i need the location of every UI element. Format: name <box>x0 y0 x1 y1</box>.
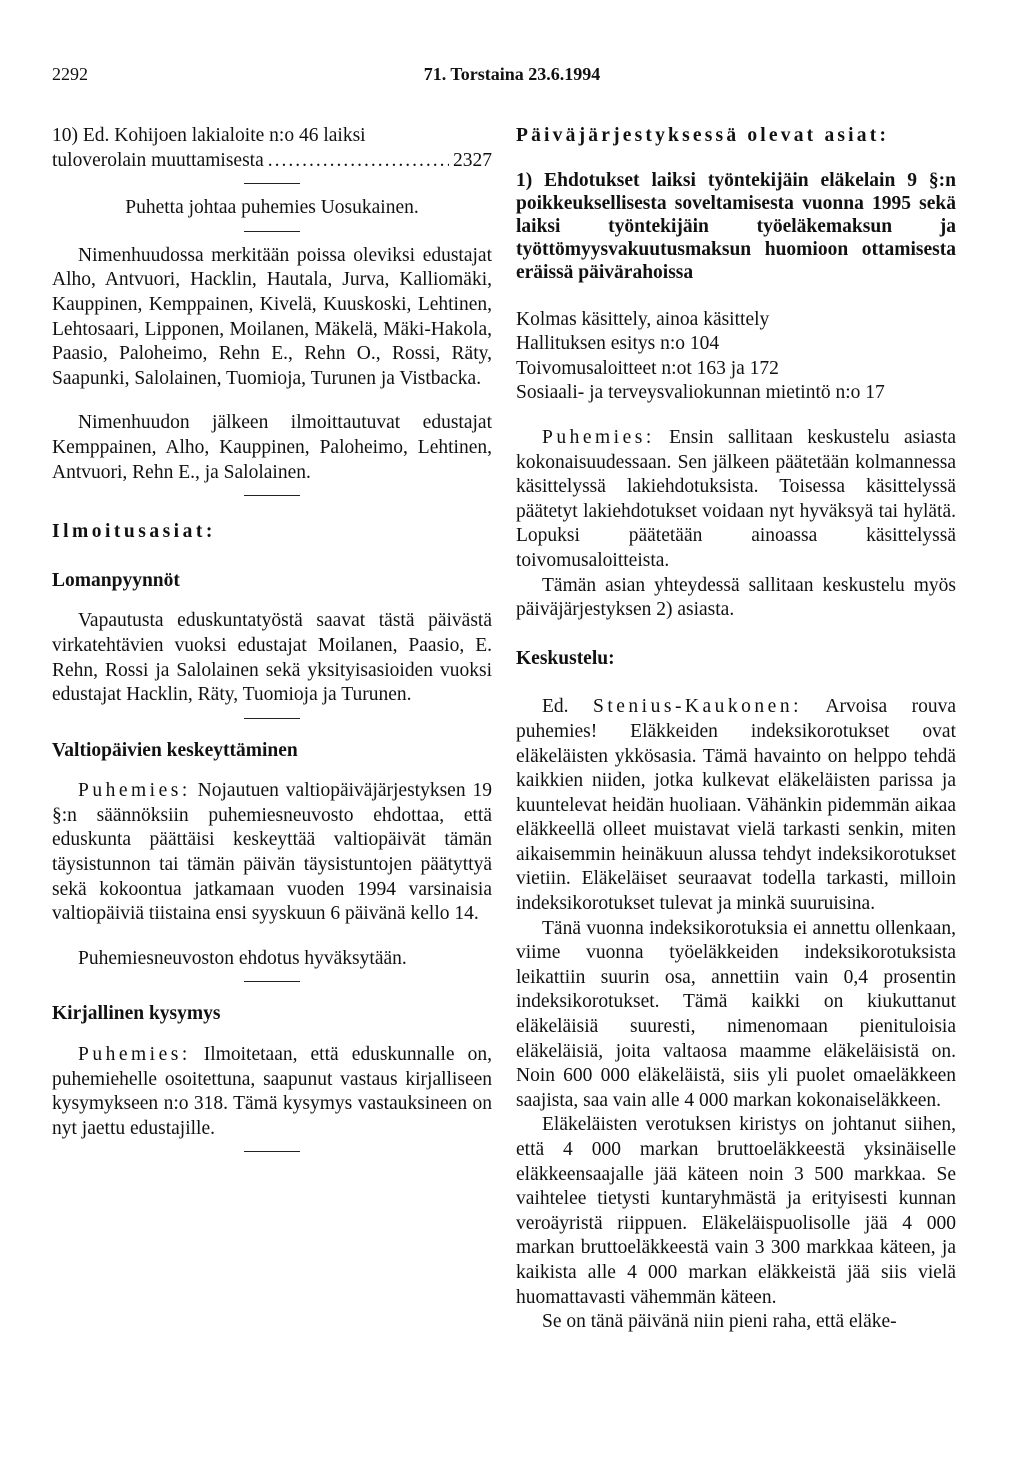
section-divider <box>244 231 300 232</box>
document-line: Kolmas käsittely, ainoa käsittely <box>516 308 770 330</box>
document-line: Toivomusaloitteet n:ot 163 ja 172 <box>516 357 779 379</box>
written-question-text: Ilmoitetaan, että eduskunnalle on, puhemiehelle osoitettuna, saapunut vastaus kirjalliseen kysymykseen n:o 318. Tämä kysymys vastauksineen on nyt jaettu edustajille. <box>52 1044 492 1139</box>
toc-leader-dots <box>268 149 449 174</box>
speaker-name: Stenius-Kaukonen: <box>593 696 802 718</box>
speaker-prefix: Ed. <box>542 696 569 718</box>
speaker-name: Puhemies: <box>542 426 655 448</box>
left-column <box>52 124 492 1164</box>
page-header <box>0 56 1024 86</box>
agenda-title: Päiväjärjestyksessä olevat asiat: <box>516 125 890 146</box>
section-divider <box>244 495 300 496</box>
speech-paragraph-3: Eläkeläisten verotuksen kiristys on johtanut siihen, että 4 000 markan bruttoeläkkeestä yksinäiselle eläkkeensaajalle jää käteen noin 3 500 markkaa. Se vaihtelee tietysti kuntaryhmästä ja erityisesti kunnan veroäyristä riippuen. Eläkeläispuolisolle jää 4 000 markan bruttoeläkkeestä vain 3 300 markkaa käteen, ja kaikista alle 4 000 markan eläkkeistä jää siis vielä huomattavasti vähemmän käteen. <box>516 1114 956 1308</box>
section-divider <box>244 718 300 719</box>
toc-page-ref: 2327 <box>453 149 492 171</box>
recess-heading: Valtiopäivien keskeyttäminen <box>52 739 298 761</box>
recess-decision: Puhemiesneuvoston ehdotus hyväksytään. <box>78 947 407 969</box>
written-question-heading: Kirjallinen kysymys <box>52 1003 221 1025</box>
document-list <box>516 308 956 406</box>
recess-paragraph <box>52 779 492 927</box>
speech-paragraph-4: Se on tänä päivänä niin pieni raha, että eläke- <box>542 1311 897 1333</box>
toc-item <box>52 124 492 173</box>
chair-note: Puhetta johtaa puhemies Uosukainen. <box>125 197 419 219</box>
leave-paragraph: Vapautusta eduskuntatyöstä saavat tästä päivästä virkatehtävien vuoksi edustajat Moilanen, Paasio, E. Rehn, Rossi ja Salolainen sekä yksityisasioiden vuoksi edustajat Hacklin, Räty, Tuomioja ja Turunen. <box>52 610 492 706</box>
toc-text: tuloverolain muuttamisesta <box>52 149 264 171</box>
document-line: Hallituksen esitys n:o 104 <box>516 333 720 355</box>
leave-heading: Lomanpyynnöt <box>52 569 180 591</box>
agenda-item-heading: 1) Ehdotukset laiksi työntekijäin eläkelain 9 §:n poikkeuksellisesta soveltamisesta vuonna 1995 sekä laiksi työntekijäin työeläkemaksun ja työttömyysvakuutusmaksun huomioon ottamisesta eräissä päivärahoissa <box>516 169 956 283</box>
speaker-name: Puhemies: <box>78 1044 191 1066</box>
written-question-paragraph <box>52 1043 492 1141</box>
chair-statement <box>516 426 956 574</box>
document-line: Sosiaali- ja terveysvaliokunnan mietintö n:o 17 <box>516 382 885 404</box>
right-column <box>516 124 956 1335</box>
toc-line-1: 10) Ed. Kohijoen lakialoite n:o 46 laiksi <box>52 125 366 146</box>
speaker-name: Puhemies: <box>78 780 191 802</box>
toc-line-2 <box>52 149 492 174</box>
recess-text: Nojautuen valtiopäiväjärjestyksen 19 §:n säännöksiin puhemiesneuvosto ehdottaa, että eduskunta päättäisi keskeyttää valtiopäivät tämän täysistunnon tai tämän päivän täysistuntojen päätyttyä sekä kokoontua jatkamaan vuoden 1994 varsinaisia valtiopäiviä tiistaina ensi syyskuun 6 päivänä kello 14. <box>52 780 492 925</box>
chair-statement-2: Tämän asian yhteydessä sallitaan keskustelu myös päiväjärjestyksen 2) asiasta. <box>516 574 956 621</box>
chair-text: Ensin sallitaan keskustelu asiasta kokonaisuudessaan. Sen jälkeen päätetään kolmannessa käsittelyssä lakiehdotuksista. Toisessa käsittelyssä päätetyt lakiehdotukset voidaan nyt hyväksyä tai hylätä. Lopuksi päätetään ainoassa käsittelyssä toivomusaloitteista. <box>516 426 956 571</box>
running-title: 71. Torstaina 23.6.1994 <box>423 64 601 84</box>
page-number: 2292 <box>52 64 88 84</box>
announcements-title: Ilmoitusasiat: <box>52 521 216 543</box>
section-divider <box>244 981 300 982</box>
section-divider <box>244 183 300 184</box>
discussion-heading: Keskustelu: <box>516 647 615 669</box>
speech-paragraph-2: Tänä vuonna indeksikorotuksia ei annettu ollenkaan, viime vuonna työeläkkeiden indeksikorotuksista leikattiin suurin osa, annettiin vain 0,4 prosentin indeksikorotukset. Tämä kaikki on kiukuttanut eläkeläisiä suuresti, nimenomaan pienituloisia eläkeläisiä, joita valtaosa maamme eläkeläisistä on. Noin 600 000 eläkeläistä, siis yli puolet omaeläkkeen saajista, saa vain alle 4 000 markan kokonaiseläkkeen. <box>516 917 956 1111</box>
speech-text: Arvoisa rouva puhemies! Eläkkeiden indeksikorotukset ovat eläkeläisten ykkösasia. Tämä havainto on helppo tehdä kaikkien niiden, jotka kulkevat eläkeläisten parissa ja kuuntelevat heidän huoliaan. Vähänkin pidemmän aikaa eläkkeellä olleet muistavat vielä tarkasti senkin, miten aikaisemmin heinäkuun alussa tehdyt indeksikorotukset vietiin. Eläkeläiset seuraavat todella tarkasti, milloin indeksikorotukset tulevat ja minkä suuruisina. <box>516 696 956 915</box>
roll-call-paragraph: Nimenhuudossa merkitään poissa oleviksi edustajat Alho, Antvuori, Hacklin, Hautala, Jurva, Kalliomäki, Kauppinen, Kemppainen, Kivelä, Kuuskoski, Lehtinen, Lehtosaari, Lipponen, Moilanen, Mäkelä, Mäki-Hakola, Paasio, Paloheimo, Rehn E., Rehn O., Rossi, Räty, Saapunki, Salolainen, Tuomioja, Turunen ja Vistbacka. <box>52 244 492 389</box>
late-arrivals-paragraph: Nimenhuudon jälkeen ilmoittautuvat edustajat Kemppainen, Alho, Kauppinen, Paloheimo, Lehtinen, Antvuori, Rehn E., ja Salolainen. <box>52 412 492 483</box>
speech-paragraph-1 <box>516 695 956 916</box>
section-divider <box>244 1151 300 1152</box>
